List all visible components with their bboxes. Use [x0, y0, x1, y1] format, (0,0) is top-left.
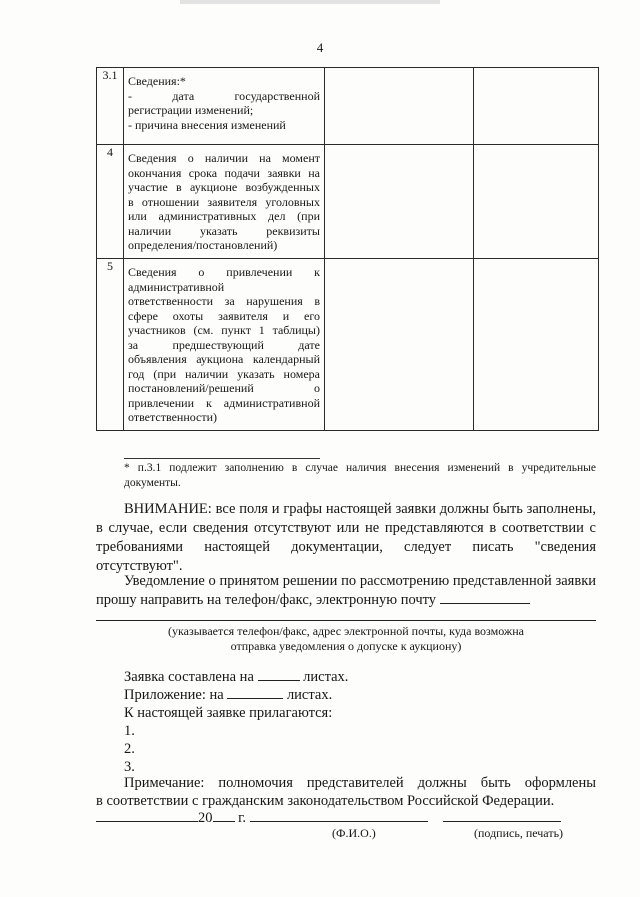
- row-text-line: ответственности за нарушения в: [128, 294, 320, 308]
- row-text-line: участие в аукционе возбужденных: [128, 180, 320, 194]
- row-text-line: определения/постановлений): [128, 238, 278, 252]
- signature-label: (подпись, печать): [474, 826, 564, 840]
- row-text-line: - причина внесения изменений: [128, 117, 286, 132]
- row-description: [124, 145, 325, 259]
- fio-label: (Ф.И.О.): [332, 826, 376, 840]
- row-text-line: сфере охоты заявителя и его: [128, 308, 320, 323]
- row-text-line: в отношении заявителя уголовных: [128, 194, 320, 209]
- page-number: 4: [316, 40, 324, 55]
- row-description: [124, 68, 325, 145]
- table-row: [97, 259, 599, 431]
- scan-artifact: [180, 0, 440, 4]
- note-cell[interactable]: [474, 68, 599, 145]
- row-number: 5: [97, 259, 124, 431]
- list-item: 3.: [124, 759, 135, 775]
- sheets-count-line: Заявка составлена на листах.: [124, 669, 349, 685]
- list-item: 1.: [124, 723, 135, 739]
- note-line: в соответствии с гражданским законодательством Российской Федерации.: [96, 793, 555, 809]
- sheets-blank[interactable]: [258, 668, 300, 681]
- attached-heading: К настоящей заявке прилагаются:: [124, 705, 333, 721]
- row-text-line: привлечении к административной: [128, 395, 320, 410]
- fio-blank[interactable]: [250, 809, 428, 822]
- row-text-line: постановлений/решений о: [128, 381, 320, 395]
- table-row: [97, 145, 599, 259]
- list-item: 2.: [124, 741, 135, 757]
- note-line: Примечание: полномочия представителей должны быть оформлены: [124, 775, 596, 791]
- row-number: 3.1: [97, 68, 124, 145]
- row-text-line: объявления аукциона календарный: [128, 352, 320, 366]
- answer-cell[interactable]: [325, 68, 474, 145]
- row-text-line: административной: [128, 279, 225, 294]
- answer-cell[interactable]: [325, 145, 474, 259]
- row-number: 4: [97, 145, 124, 259]
- date-blank[interactable]: [96, 809, 198, 822]
- appendix-line: Приложение: на листах.: [124, 687, 333, 703]
- row-text-line: ответственности): [128, 410, 218, 424]
- row-text-line: или административных дел (при: [128, 209, 320, 223]
- note-cell[interactable]: [474, 145, 599, 259]
- row-text-line: окончания срока подачи заявки на: [128, 165, 320, 180]
- contact-caption: отправка уведомления о допуске к аукциону): [230, 639, 462, 653]
- row-text-line: регистрации изменений;: [128, 103, 254, 117]
- notification-paragraph: Уведомление о принятом решении по рассмотрению представленной заявки прошу направить на телефон/факс, электронную почту: [96, 573, 596, 608]
- row-text-line: за предшествующий дате: [128, 337, 320, 352]
- row-text-line: Сведения о наличии на момент: [128, 151, 320, 165]
- footnote: * п.3.1 подлежит заполнению в случае наличия внесения изменений в учредительные документы.: [124, 462, 596, 489]
- note-cell[interactable]: [474, 259, 599, 431]
- signature-blank[interactable]: [443, 809, 561, 822]
- attention-paragraph: ВНИМАНИЕ: все поля и графы настоящей заявки должны быть заполнены, в случае, если сведения отсутствуют или не представляются в соответствии с требованиями настоящей документации, следует писать "сведения отсутствуют".: [96, 501, 596, 574]
- year-blank[interactable]: [213, 809, 235, 822]
- contact-caption: (указывается телефон/факс, адрес электронной почты, куда возможна: [168, 624, 524, 638]
- footnote-separator: [124, 458, 320, 459]
- contact-underline[interactable]: [96, 620, 596, 621]
- row-text-line: - дата государственной: [128, 88, 320, 103]
- row-description: [124, 259, 325, 431]
- appendix-blank[interactable]: [227, 686, 283, 699]
- row-text-line: Сведения о привлечении к: [128, 265, 320, 279]
- row-text-line: Сведения:*: [128, 74, 186, 88]
- answer-cell[interactable]: [325, 259, 474, 431]
- table-row: [97, 68, 599, 145]
- row-text-line: участников (см. пункт 1 таблицы): [128, 323, 320, 337]
- row-text-line: год (при наличии указать номера: [128, 366, 320, 381]
- signature-line: 20 г.: [96, 809, 576, 828]
- application-table: [96, 67, 599, 431]
- row-text-line: наличии указать реквизиты: [128, 223, 320, 238]
- contact-blank[interactable]: [440, 591, 530, 604]
